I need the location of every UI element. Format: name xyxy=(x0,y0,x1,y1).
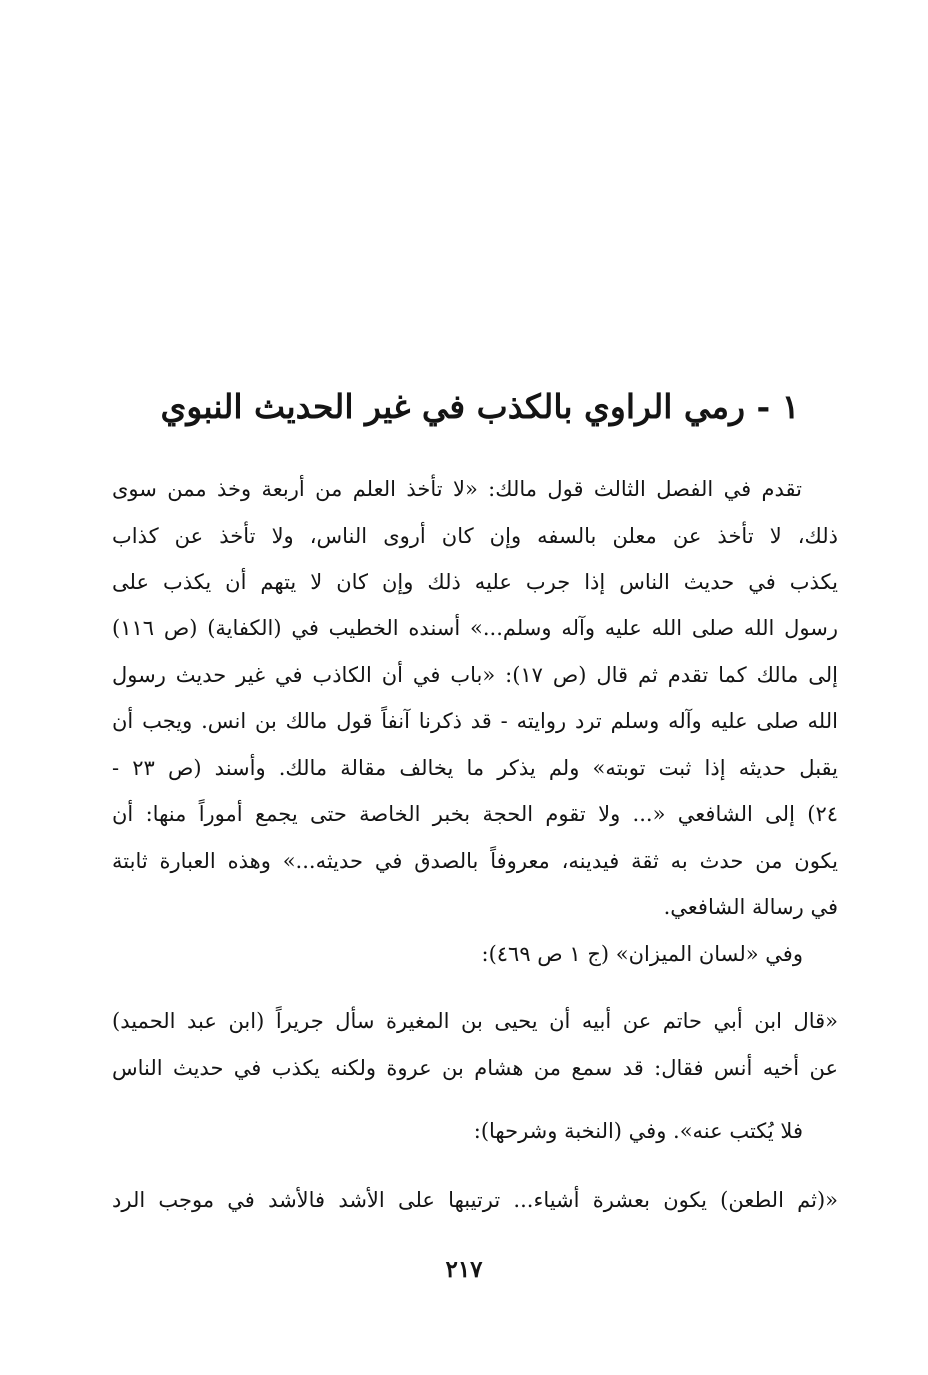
text-line: عن أخيه أنس فقال: قد سمع من هشام بن عروة ولكنه يكذب في حديث الناس xyxy=(112,1056,838,1080)
text-line: «(ثم الطعن) يكون بعشرة أشياء... ترتيبها على الأشد فالأشد في موجب الرد xyxy=(112,1188,838,1212)
page-number: ٢١٧ xyxy=(445,1256,483,1283)
text-line: يكذب في حديث الناس إذا جرب عليه ذلك وإن كان لا يتهم أن يكذب على xyxy=(112,570,838,594)
text-line: يكون من حدث به ثقة فيدينه، معروفاً بالصدق في حديثه...» وهذه العبارة ثابتة xyxy=(112,849,838,873)
text-line: ٢٤) إلى الشافعي «... ولا تقوم الحجة بخبر الخاصة حتى يجمع أموراً منها: أن xyxy=(112,802,838,826)
text-line: إلى مالك كما تقدم ثم قال (ص ١٧): «باب في أن الكاذب في غير حديث رسول xyxy=(112,663,838,687)
text-line: الله صلى عليه وآله وسلم ترد روايته - قد ذكرنا آنفاً قول مالك بن انس. ويجب أن xyxy=(112,709,838,733)
text-line: في رسالة الشافعي. xyxy=(663,895,838,919)
text-line: ذلك، لا تأخذ عن معلن بالسفه وإن كان أروى الناس، ولا تأخذ عن كذاب xyxy=(112,524,838,548)
text-line: فلا يُكتب عنه». وفي (النخبة وشرحها): xyxy=(473,1119,803,1143)
section-heading: ١ - رمي الراوي بالكذب في غير الحديث النبوي xyxy=(160,387,800,427)
text-line: تقدم في الفصل الثالث قول مالك: «لا تأخذ العلم من أربعة وخذ ممن سوى xyxy=(112,477,802,501)
text-line: وفي «لسان الميزان» (ج ١ ص ٤٦٩): xyxy=(481,942,803,966)
text-line: رسول الله صلى الله عليه وآله وسلم...» أسنده الخطيب في (الكفاية) (ص ١١٦) xyxy=(112,616,838,640)
text-line: «قال ابن أبي حاتم عن أبيه أن يحيى بن المغيرة سأل جريراً (ابن عبد الحميد) xyxy=(112,1009,838,1033)
text-line: يقبل حديثه إذا ثبت توبته» ولم يذكر ما يخالف مقالة مالك. وأسند (ص ٢٣ - xyxy=(112,756,838,780)
